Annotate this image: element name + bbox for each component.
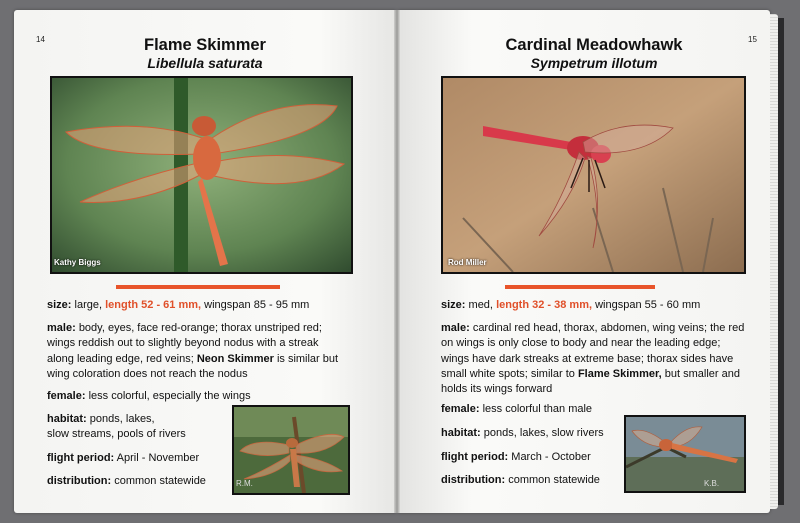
- accent-bar-right: [505, 285, 655, 289]
- size-label: size:: [441, 299, 466, 311]
- accent-bar-left: [116, 285, 280, 289]
- size-length: length 52 - 61 mm,: [105, 299, 202, 311]
- male-description-right: [441, 321, 751, 397]
- thumb-credit-left: R.M.: [236, 479, 253, 488]
- size-class: large,: [74, 299, 103, 311]
- habitat-left: [47, 412, 227, 443]
- page-edges: [770, 14, 778, 509]
- size-class: med,: [468, 299, 493, 311]
- main-photo-cardinal-meadowhawk: [441, 76, 746, 274]
- flame-skimmer-photo-graphic: [52, 78, 351, 272]
- habitat-text: ponds, lakes, slow rivers: [483, 427, 604, 439]
- female-label: female:: [441, 403, 480, 415]
- habitat-text-2: slow streams, pools of rivers: [47, 428, 186, 441]
- male-text-part1: cardinal red head, thorax, abdomen, wing veins; the red on wings is only close to body and near the leading edge; wings have dark streaks at extreme base; thorax sides have small white spots; similar to: [441, 322, 745, 380]
- female-label: female:: [47, 390, 86, 402]
- male-description-left: [47, 321, 343, 382]
- thumb-credit-right: K.B.: [704, 479, 720, 488]
- habitat-right: [441, 426, 631, 441]
- distribution-label: distribution:: [441, 474, 506, 486]
- habitat-label: habitat:: [47, 413, 87, 425]
- cardinal-meadowhawk-photo-graphic: [443, 78, 744, 272]
- female-description-right: [441, 402, 641, 417]
- male-text-part2: but smaller and holds its wings forward: [441, 367, 740, 396]
- habitat-label: habitat:: [441, 427, 481, 439]
- photo-credit-left: Kathy Biggs: [54, 258, 101, 267]
- photo-credit-right: Rod Miller: [448, 258, 487, 267]
- size-line-right: [441, 298, 761, 313]
- male-text-part1: body, eyes, face red-orange; thorax unstriped red; wings reddish out to slightly beyond nodus with a streak along leading edge, red veins;: [47, 322, 322, 365]
- male-similar-species: Neon Skimmer: [196, 352, 274, 365]
- size-line-left: [47, 298, 377, 313]
- size-label: size:: [47, 299, 72, 311]
- distribution-left: [47, 474, 232, 489]
- male-label: male:: [441, 322, 470, 334]
- size-wingspan: wingspan 55 - 60 mm: [595, 299, 701, 311]
- flight-period-left: [47, 451, 227, 466]
- male-label: male:: [47, 322, 76, 334]
- flight-text: March - October: [511, 451, 591, 463]
- back-cover-edge: [778, 18, 784, 505]
- flight-label: flight period:: [441, 451, 509, 463]
- book-spine: [394, 10, 400, 513]
- main-photo-flame-skimmer: [50, 76, 353, 274]
- distribution-text: common statewide: [508, 474, 600, 486]
- scientific-name-right: Sympetrum illotum: [530, 55, 658, 71]
- flight-period-right: [441, 450, 631, 465]
- female-text: less colorful, especially the wings: [88, 390, 251, 402]
- female-cardinal-meadowhawk-graphic: [626, 417, 744, 491]
- page-number-left: 14: [36, 35, 45, 44]
- distribution-text: common statewide: [114, 475, 206, 487]
- thumb-photo-female-cardinal-meadowhawk: [624, 415, 746, 493]
- male-similar-species: Flame Skimmer,: [577, 367, 662, 380]
- size-length: length 32 - 38 mm,: [496, 299, 593, 311]
- size-wingspan: wingspan 85 - 95 mm: [204, 299, 310, 311]
- flight-text: April - November: [116, 452, 200, 464]
- flight-label: flight period:: [47, 452, 115, 464]
- distribution-right: [441, 473, 631, 488]
- female-description-left: [47, 389, 347, 404]
- female-text: less colorful than male: [482, 403, 593, 415]
- scientific-name-left: Libellula saturata: [147, 55, 263, 71]
- species-title-left: Flame Skimmer: [144, 36, 266, 54]
- male-text-part2: is similar but wing coloration does not reach the nodus: [47, 352, 339, 380]
- distribution-label: distribution:: [47, 475, 112, 487]
- page-number-right: 15: [748, 35, 757, 44]
- species-title-right: Cardinal Meadowhawk: [505, 36, 683, 54]
- habitat-text-1: ponds, lakes,: [89, 413, 155, 425]
